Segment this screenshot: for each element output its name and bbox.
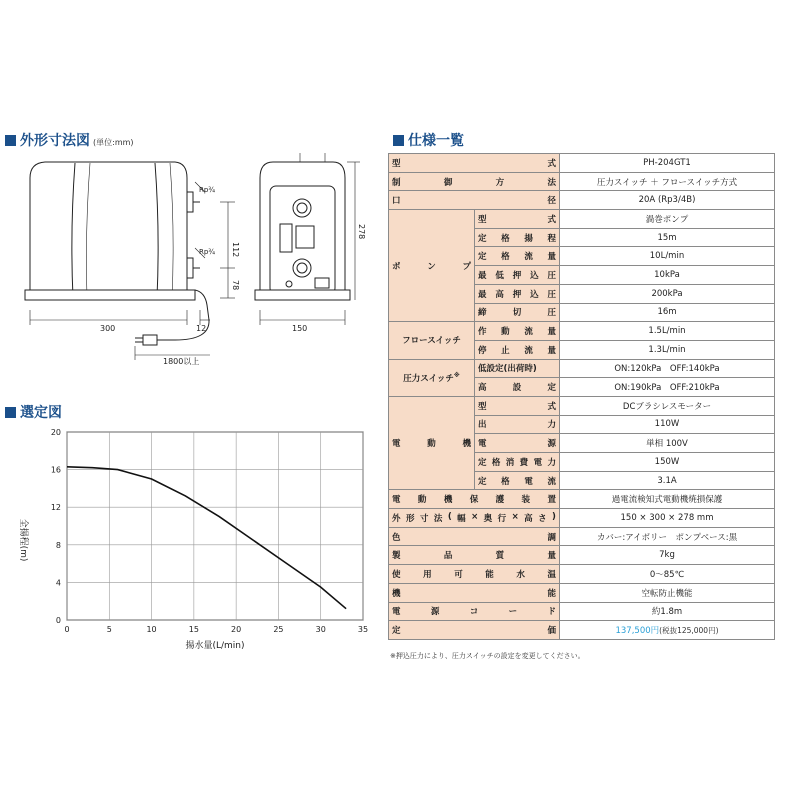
label-char: 調 (547, 532, 556, 543)
spec-title: 仕様一覧 (393, 130, 464, 150)
selection-chart (15, 420, 375, 660)
price-tax-excluded: (税抜125,000円) (659, 626, 719, 636)
spec-row (389, 565, 775, 584)
x-tick-label: 25 (273, 625, 284, 634)
label-char: 製 (392, 551, 401, 562)
spec-value: 150 × 300 × 278 mm (560, 509, 775, 528)
spec-category-pressure (389, 359, 475, 396)
label-char: 径 (547, 196, 556, 207)
spec-value: DCブラシレスモーター (560, 396, 775, 415)
label-char: 外 (392, 513, 401, 524)
spec-value: 200kPa (560, 284, 775, 303)
spec-sublabel (475, 434, 560, 453)
label-char: 機 (392, 588, 401, 599)
label-char: ポ (392, 261, 401, 272)
label-char: 動 (417, 495, 427, 506)
label-char: 高 (495, 289, 504, 300)
selection-title: 選定図 (5, 402, 62, 422)
spec-value: 1.3L/min (560, 340, 775, 359)
label-char: × (511, 511, 519, 522)
label-char: 定 (547, 383, 556, 394)
spec-label-text (392, 549, 556, 561)
spec-sublabel (475, 303, 560, 322)
label-char: 込 (530, 270, 539, 281)
label-char: 方 (495, 177, 505, 188)
spec-label-text (478, 344, 556, 356)
label-char: 色 (392, 532, 401, 543)
label-char: 作 (478, 327, 487, 338)
spec-value: 0～85℃ (560, 565, 775, 584)
label-char: 格 (501, 233, 510, 244)
spec-label (389, 527, 560, 546)
y-axis-label: 全揚程(m) (18, 518, 28, 562)
label-char: ( (447, 511, 452, 522)
label-char: 締 (478, 308, 487, 319)
spec-label-text (392, 531, 556, 543)
label-char: 幅 (457, 513, 466, 524)
spec-label-text (392, 624, 556, 636)
label-char: × (471, 511, 479, 522)
spec-label (389, 546, 560, 565)
spec-value: 10L/min (560, 247, 775, 266)
dim-112: 112 (231, 242, 240, 258)
label-char: 格 (501, 476, 510, 487)
label-char: 品 (443, 551, 453, 562)
label-char: 切 (512, 308, 522, 319)
label-char: 式 (547, 401, 556, 412)
label-char: 量 (547, 327, 556, 338)
label-char: 式 (547, 214, 556, 225)
label-char: 量 (547, 551, 556, 562)
spec-table (388, 153, 775, 640)
spec-value: 16m (560, 303, 775, 322)
spec-label (389, 602, 560, 621)
label-char: 寸 (419, 513, 429, 524)
spec-sublabel (475, 322, 560, 341)
spec-value: 110W (560, 415, 775, 434)
chart-grid (67, 432, 363, 620)
label-char: 使 (392, 569, 401, 580)
dim-300: 300 (100, 324, 116, 333)
label-char: 型 (478, 214, 487, 225)
spec-value: PH-204GT1 (560, 154, 775, 173)
spec-value: 10kPa (560, 266, 775, 285)
label-char: 価 (547, 626, 556, 637)
spec-sublabel (475, 284, 560, 303)
spec-row (389, 210, 775, 229)
label-char: ) (552, 511, 556, 522)
spec-row (389, 191, 775, 210)
spec-row (389, 322, 775, 341)
spec-label-text (478, 456, 556, 468)
label-char: 定 (392, 626, 401, 637)
spec-label-text (478, 362, 556, 374)
spec-value: 1.5L/min (560, 322, 775, 341)
label-char: 止 (501, 345, 510, 356)
spec-sublabel (475, 247, 560, 266)
x-tick-label: 30 (315, 625, 326, 634)
spec-row (389, 396, 775, 415)
square-bullet-icon (5, 407, 16, 418)
label-char: 口 (392, 196, 401, 207)
spec-price-value (560, 621, 775, 640)
y-tick-label: 8 (55, 540, 61, 550)
y-tick-label: 20 (50, 428, 61, 437)
label-char: 動 (501, 327, 510, 338)
dim-12: 12 (196, 324, 207, 333)
spec-label (389, 191, 560, 210)
label-char: 電 (478, 439, 487, 450)
label-char: 電 (392, 607, 401, 618)
x-tick-label: 10 (146, 625, 157, 634)
label-char: 型 (478, 401, 487, 412)
spec-sublabel (475, 266, 560, 285)
dim-278: 278 (357, 224, 366, 240)
dim-78: 78 (231, 280, 240, 291)
y-tick-label: 0 (55, 616, 61, 625)
spec-sublabel (475, 340, 560, 359)
label-char: 御 (443, 177, 453, 188)
label-char: 最 (478, 289, 487, 300)
label-char: 源 (430, 607, 440, 618)
y-tick-label: 4 (55, 578, 61, 588)
spec-value: 圧力スイッチ ＋ フロースイッチ方式 (560, 172, 775, 191)
spec-label-text (478, 250, 556, 262)
label-char: 押 (512, 270, 522, 281)
unit-label: (単位:mm) (93, 138, 134, 147)
spec-label (389, 490, 560, 509)
label-char: 低 (495, 270, 504, 281)
dimension-drawing (15, 150, 365, 365)
spec-label-text (478, 437, 556, 449)
spec-value: 渦巻ポンプ (560, 210, 775, 229)
y-tick-label: 12 (50, 503, 61, 513)
label-char: 流 (524, 345, 533, 356)
spec-label (389, 509, 560, 528)
spec-label-text (478, 306, 556, 318)
spec-sublabel (475, 453, 560, 472)
x-tick-label: 5 (106, 625, 112, 634)
label-char: 能 (547, 588, 556, 599)
label-char: 式 (547, 158, 556, 169)
spec-sublabel (475, 228, 560, 247)
spec-row (389, 359, 775, 378)
label-char: 消 (505, 457, 515, 468)
spec-value: 20A (Rp3/4B) (560, 191, 775, 210)
spec-value: 15m (560, 228, 775, 247)
spec-value: カバー:アイボリー ポンプベース:黒 (560, 527, 775, 546)
spec-label (389, 565, 560, 584)
spec-row (389, 583, 775, 602)
label-char: 置 (547, 495, 556, 506)
spec-sublabel (475, 471, 560, 490)
spec-category-pump (389, 210, 475, 322)
label-char: 能 (485, 569, 494, 580)
spec-label-text (392, 437, 471, 449)
spec-label-text (478, 269, 556, 281)
spec-label-text (392, 568, 556, 580)
label-char: 定 (478, 252, 487, 263)
label-char: 低設定(出荷時) (478, 364, 537, 375)
label-char: 制 (392, 177, 401, 188)
label-char: 圧 (547, 270, 556, 281)
label-char: さ (538, 513, 547, 524)
label-char: 形 (405, 513, 415, 524)
spec-row (389, 546, 775, 565)
spec-sublabel (475, 210, 560, 229)
label-char: 電 (392, 495, 401, 506)
spec-label (389, 583, 560, 602)
label-char: 行 (497, 513, 507, 524)
label-char: 水 (516, 569, 525, 580)
x-tick-label: 20 (231, 625, 242, 634)
label-char: コ (469, 607, 479, 618)
label-char: 機 (462, 439, 471, 450)
x-axis-label: 揚水量(L/min) (185, 641, 245, 651)
label-char: 電 (392, 439, 401, 450)
label-char: 奥 (483, 513, 493, 524)
spec-sublabel (475, 378, 560, 397)
label-char: 護 (495, 495, 505, 506)
label-char: 法 (433, 513, 443, 524)
label-char: 押 (512, 289, 522, 300)
spec-sublabel (475, 415, 560, 434)
label-char: 量 (547, 252, 556, 263)
label-char: 力 (547, 457, 556, 468)
spec-value: 150W (560, 453, 775, 472)
spec-label-text (478, 475, 556, 487)
flow-switch-label: フロースイッチ (402, 336, 461, 347)
label-char: ド (547, 607, 556, 618)
square-bullet-icon (5, 135, 16, 146)
spec-label-text (392, 176, 556, 188)
port-label-upper: Rp¾ (199, 186, 216, 194)
dimensions-title: 外形寸法図 (単位:mm) (5, 130, 134, 150)
label-char: 可 (454, 569, 463, 580)
label-char: 量 (547, 345, 556, 356)
spec-label-text (392, 493, 556, 505)
spec-label-text (392, 157, 556, 169)
pressure-switch-label (403, 371, 460, 384)
label-char: 設 (512, 383, 522, 394)
spec-row (389, 527, 775, 546)
spec-category-flow (389, 322, 475, 359)
spec-label (389, 172, 560, 191)
spec-label-text (392, 260, 471, 272)
plot-frame (67, 432, 363, 620)
label-char: 装 (521, 495, 531, 506)
label-char: 圧 (547, 308, 556, 319)
label-char: 電 (524, 476, 533, 487)
dim-cord: 1800以上 (163, 357, 200, 366)
label-char: 質 (495, 551, 505, 562)
label-char: ー (508, 607, 518, 618)
spec-label-text (478, 400, 556, 412)
spec-value: 空転防止機能 (560, 583, 775, 602)
label-char: 高 (478, 383, 487, 394)
label-char: 流 (547, 476, 556, 487)
spec-label-text (478, 232, 556, 244)
spec-label-text (478, 213, 556, 225)
spec-category-motor (389, 396, 475, 489)
label-char: 格 (491, 457, 501, 468)
spec-label-text (478, 288, 556, 300)
label-char: 込 (530, 289, 539, 300)
spec-value: 7kg (560, 546, 775, 565)
label-char: プ (462, 261, 471, 272)
x-tick-label: 15 (188, 625, 199, 634)
spec-row (389, 490, 775, 509)
spec-value: 単相 100V (560, 434, 775, 453)
spec-label (389, 621, 560, 640)
label-char: 法 (547, 177, 556, 188)
spec-row (389, 509, 775, 528)
spec-value: ON:120kPa OFF:140kPa (560, 359, 775, 378)
label-char: 電 (533, 457, 543, 468)
spec-row (389, 172, 775, 191)
spec-sublabel (475, 396, 560, 415)
label-char: 機 (443, 495, 453, 506)
label-char: 力 (547, 420, 556, 431)
spec-value: 約1.8m (560, 602, 775, 621)
x-tick-label: 35 (357, 625, 369, 634)
spec-row (389, 154, 775, 173)
label-char: 型 (392, 158, 401, 169)
label-char: 源 (547, 439, 556, 450)
label-char: 格 (501, 252, 510, 263)
footnote: ※押込圧力により、圧力スイッチの設定を変更してください。 (390, 652, 585, 660)
label-char: 程 (547, 233, 556, 244)
price-amount: 137,500円 (615, 626, 660, 637)
label-char: 費 (519, 457, 529, 468)
label-char: 圧 (547, 289, 556, 300)
x-tick-label: 0 (64, 625, 70, 634)
label-char: ン (427, 261, 436, 272)
y-tick-label: 16 (50, 465, 61, 475)
spec-value: 過電流検知式電動機焼損保護 (560, 490, 775, 509)
label-char: 最 (478, 270, 487, 281)
label-char: 停 (478, 345, 487, 356)
spec-value: ON:190kPa OFF:210kPa (560, 378, 775, 397)
label-char: 保 (469, 495, 479, 506)
label-char: 出 (478, 420, 487, 431)
label-char: 高 (524, 513, 533, 524)
pressure-label-text: 圧力スイッチ (403, 373, 454, 384)
spec-label-text (478, 418, 556, 430)
spec-label (389, 154, 560, 173)
label-char: 揚 (524, 233, 533, 244)
spec-label-text (392, 512, 556, 524)
dim-150: 150 (292, 324, 308, 333)
label-char: 定 (478, 476, 487, 487)
label-char: 動 (427, 439, 436, 450)
spec-label-text (392, 194, 556, 206)
spec-label-text (478, 325, 556, 337)
square-bullet-icon (393, 135, 404, 146)
label-char: 流 (524, 252, 533, 263)
spec-label-text (392, 605, 556, 617)
spec-label-text (478, 381, 556, 393)
spec-value: 3.1A (560, 471, 775, 490)
spec-row (389, 602, 775, 621)
spec-row (389, 621, 775, 640)
label-char: 流 (524, 327, 533, 338)
spec-label-text (392, 587, 556, 599)
label-char: 用 (423, 569, 432, 580)
label-char: 定 (478, 233, 487, 244)
footnote-mark: ※ (453, 371, 460, 379)
port-label-lower: Rp¾ (199, 248, 216, 256)
label-char: 温 (547, 569, 556, 580)
spec-sublabel (475, 359, 560, 378)
label-char: 定 (478, 457, 487, 468)
performance-curve (67, 467, 346, 609)
